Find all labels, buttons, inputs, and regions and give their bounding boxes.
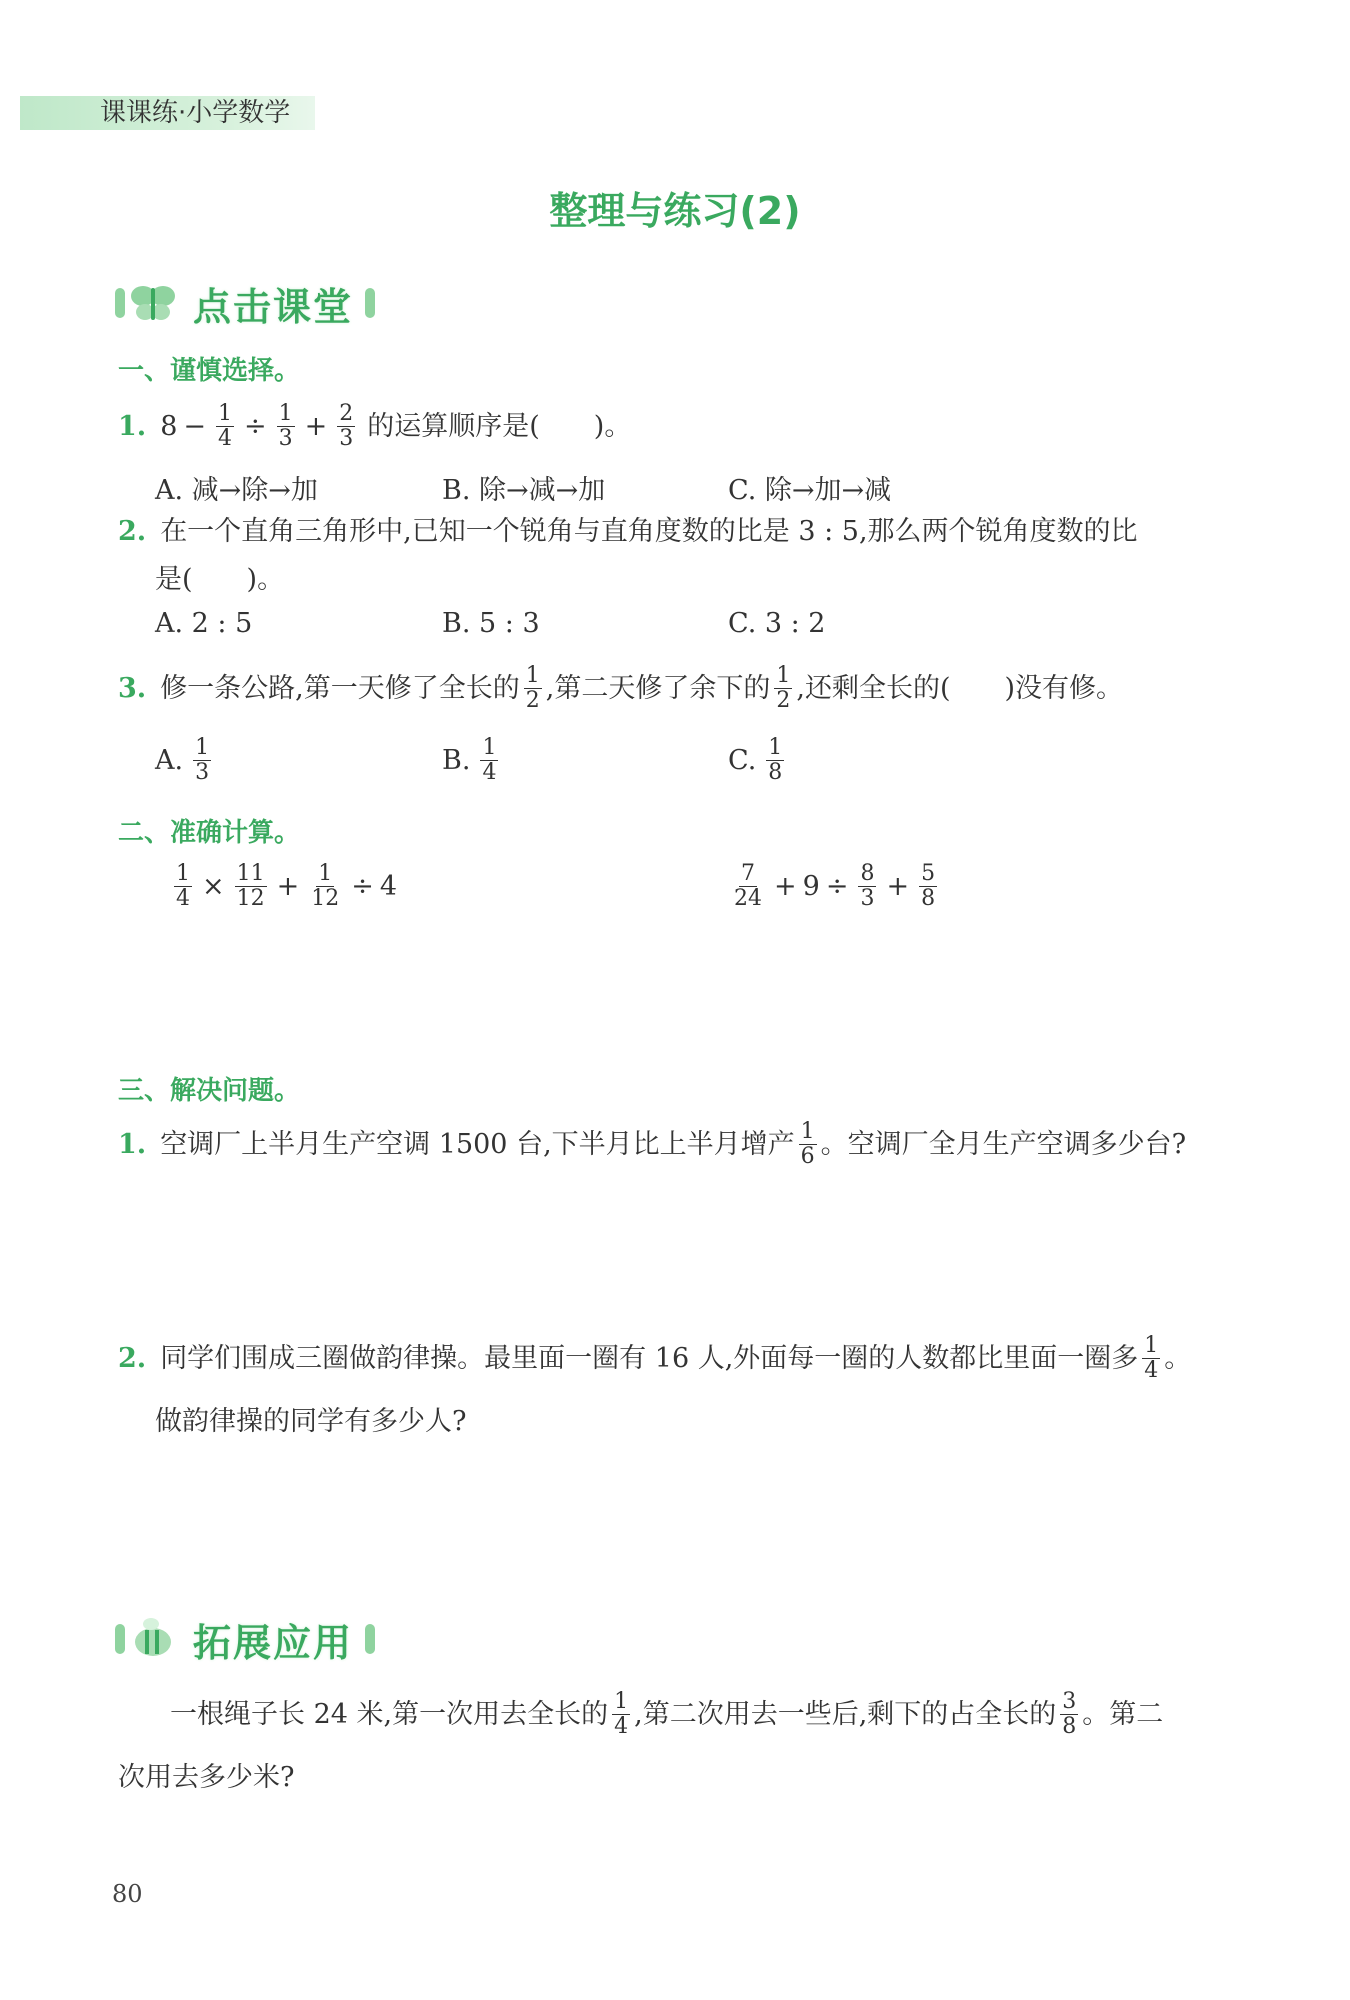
question-1-3: 3. 修一条公路,第一天修了全长的 $\frac{1}{2}$ ,第二天修了余下的 $\frac{1}{2}$ ,还剩全长的( )没有修。 — [118, 663, 1124, 713]
fraction: $\frac{1}{2}$ — [776, 663, 791, 713]
expression-1: $\frac{1}{4}$ × $\frac{11}{12}$ + $\frac{1}{12}$ ÷ 4 — [176, 861, 398, 911]
badge-right-cap — [365, 1624, 375, 1654]
classroom-badge — [115, 278, 375, 328]
option-a: A. 2 : 5 — [155, 608, 253, 639]
question-1-2-cont: 是( )。 — [155, 564, 285, 595]
fraction: $\frac{8}{3}$ — [860, 861, 875, 911]
badge-right-cap — [365, 288, 375, 318]
option-a: A. 减→除→加 — [155, 475, 318, 506]
option-b: B. 除→减→加 — [442, 475, 606, 506]
fraction: $\frac{2}{3}$ — [339, 401, 354, 451]
question-3-2: 2. 同学们围成三圈做韵律操。最里面一圈有 16 人,外面每一圈的人数都比里面一圈多 $\frac{1}{4}$ 。 — [118, 1333, 1192, 1383]
fraction: $\frac{1}{6}$ — [800, 1119, 815, 1169]
badge-left-cap — [115, 288, 125, 318]
extension-problem-cont: 次用去多少米? — [118, 1762, 295, 1793]
fraction: $\frac{1}{8}$ — [768, 735, 783, 785]
fraction: $\frac{1}{2}$ — [525, 663, 540, 713]
badge-title: 点击课堂 — [193, 284, 354, 329]
section1-heading: 一、谨慎选择。 — [118, 356, 301, 386]
option-c: C. $\frac{1}{8}$ — [728, 735, 783, 785]
question-1-1: 1. 8 − $\frac{1}{4}$ ÷ $\frac{1}{3}$ + $\frac{2}{3}$ 的运算顺序是( )。 — [118, 401, 632, 451]
question-3-1: 1. 空调厂上半月生产空调 1500 台,下半月比上半月增产 $\frac{1}{6}$ 。空调厂全月生产空调多少台? — [118, 1119, 1187, 1169]
option-b: B. 5 : 3 — [442, 608, 540, 639]
fraction: $\frac{1}{4}$ — [614, 1689, 629, 1739]
series-title: 课课练·小学数学 — [100, 98, 291, 128]
bee-icon — [125, 1614, 181, 1664]
fraction: $\frac{1}{4}$ — [1144, 1333, 1159, 1383]
fraction: $\frac{1}{12}$ — [311, 861, 340, 911]
fraction: $\frac{3}{8}$ — [1062, 1689, 1077, 1739]
extension-badge — [115, 1614, 375, 1664]
fraction: $\frac{11}{12}$ — [236, 861, 265, 911]
page-title: 整理与练习(2) — [549, 189, 801, 233]
extension-problem: 一根绳子长 24 米,第一次用去全长的 $\frac{1}{4}$ ,第二次用去一些后,剩下的占全长的 $\frac{3}{8}$ 。第二 — [170, 1689, 1164, 1739]
option-c: C. 除→加→减 — [728, 475, 892, 506]
section2-heading: 二、准确计算。 — [118, 818, 301, 848]
expression-2: $\frac{7}{24}$ + 9 ÷ $\frac{8}{3}$ + $\frac{5}{8}$ — [734, 861, 936, 911]
fraction: $\frac{5}{8}$ — [921, 861, 936, 911]
fraction: $\frac{1}{4}$ — [218, 401, 232, 451]
fraction: $\frac{7}{24}$ — [734, 861, 762, 911]
fraction: $\frac{1}{3}$ — [278, 401, 293, 451]
option-b: B. $\frac{1}{4}$ — [442, 735, 497, 785]
page-number: 80 — [112, 1880, 143, 1908]
fraction: $\frac{1}{4}$ — [176, 861, 190, 911]
question-3-2-cont: 做韵律操的同学有多少人? — [155, 1406, 467, 1437]
question-1-2: 2. 在一个直角三角形中,已知一个锐角与直角度数的比是 3 : 5,那么两个锐角度数的比 — [118, 516, 1138, 547]
option-c: C. 3 : 2 — [728, 608, 826, 639]
butterfly-icon — [125, 278, 181, 328]
option-a: A. $\frac{1}{3}$ — [155, 735, 210, 785]
fraction: $\frac{1}{3}$ — [195, 735, 210, 785]
badge-title: 拓展应用 — [193, 1620, 354, 1665]
fraction: $\frac{1}{4}$ — [482, 735, 497, 785]
badge-left-cap — [115, 1624, 125, 1654]
section3-heading: 三、解决问题。 — [118, 1076, 301, 1106]
